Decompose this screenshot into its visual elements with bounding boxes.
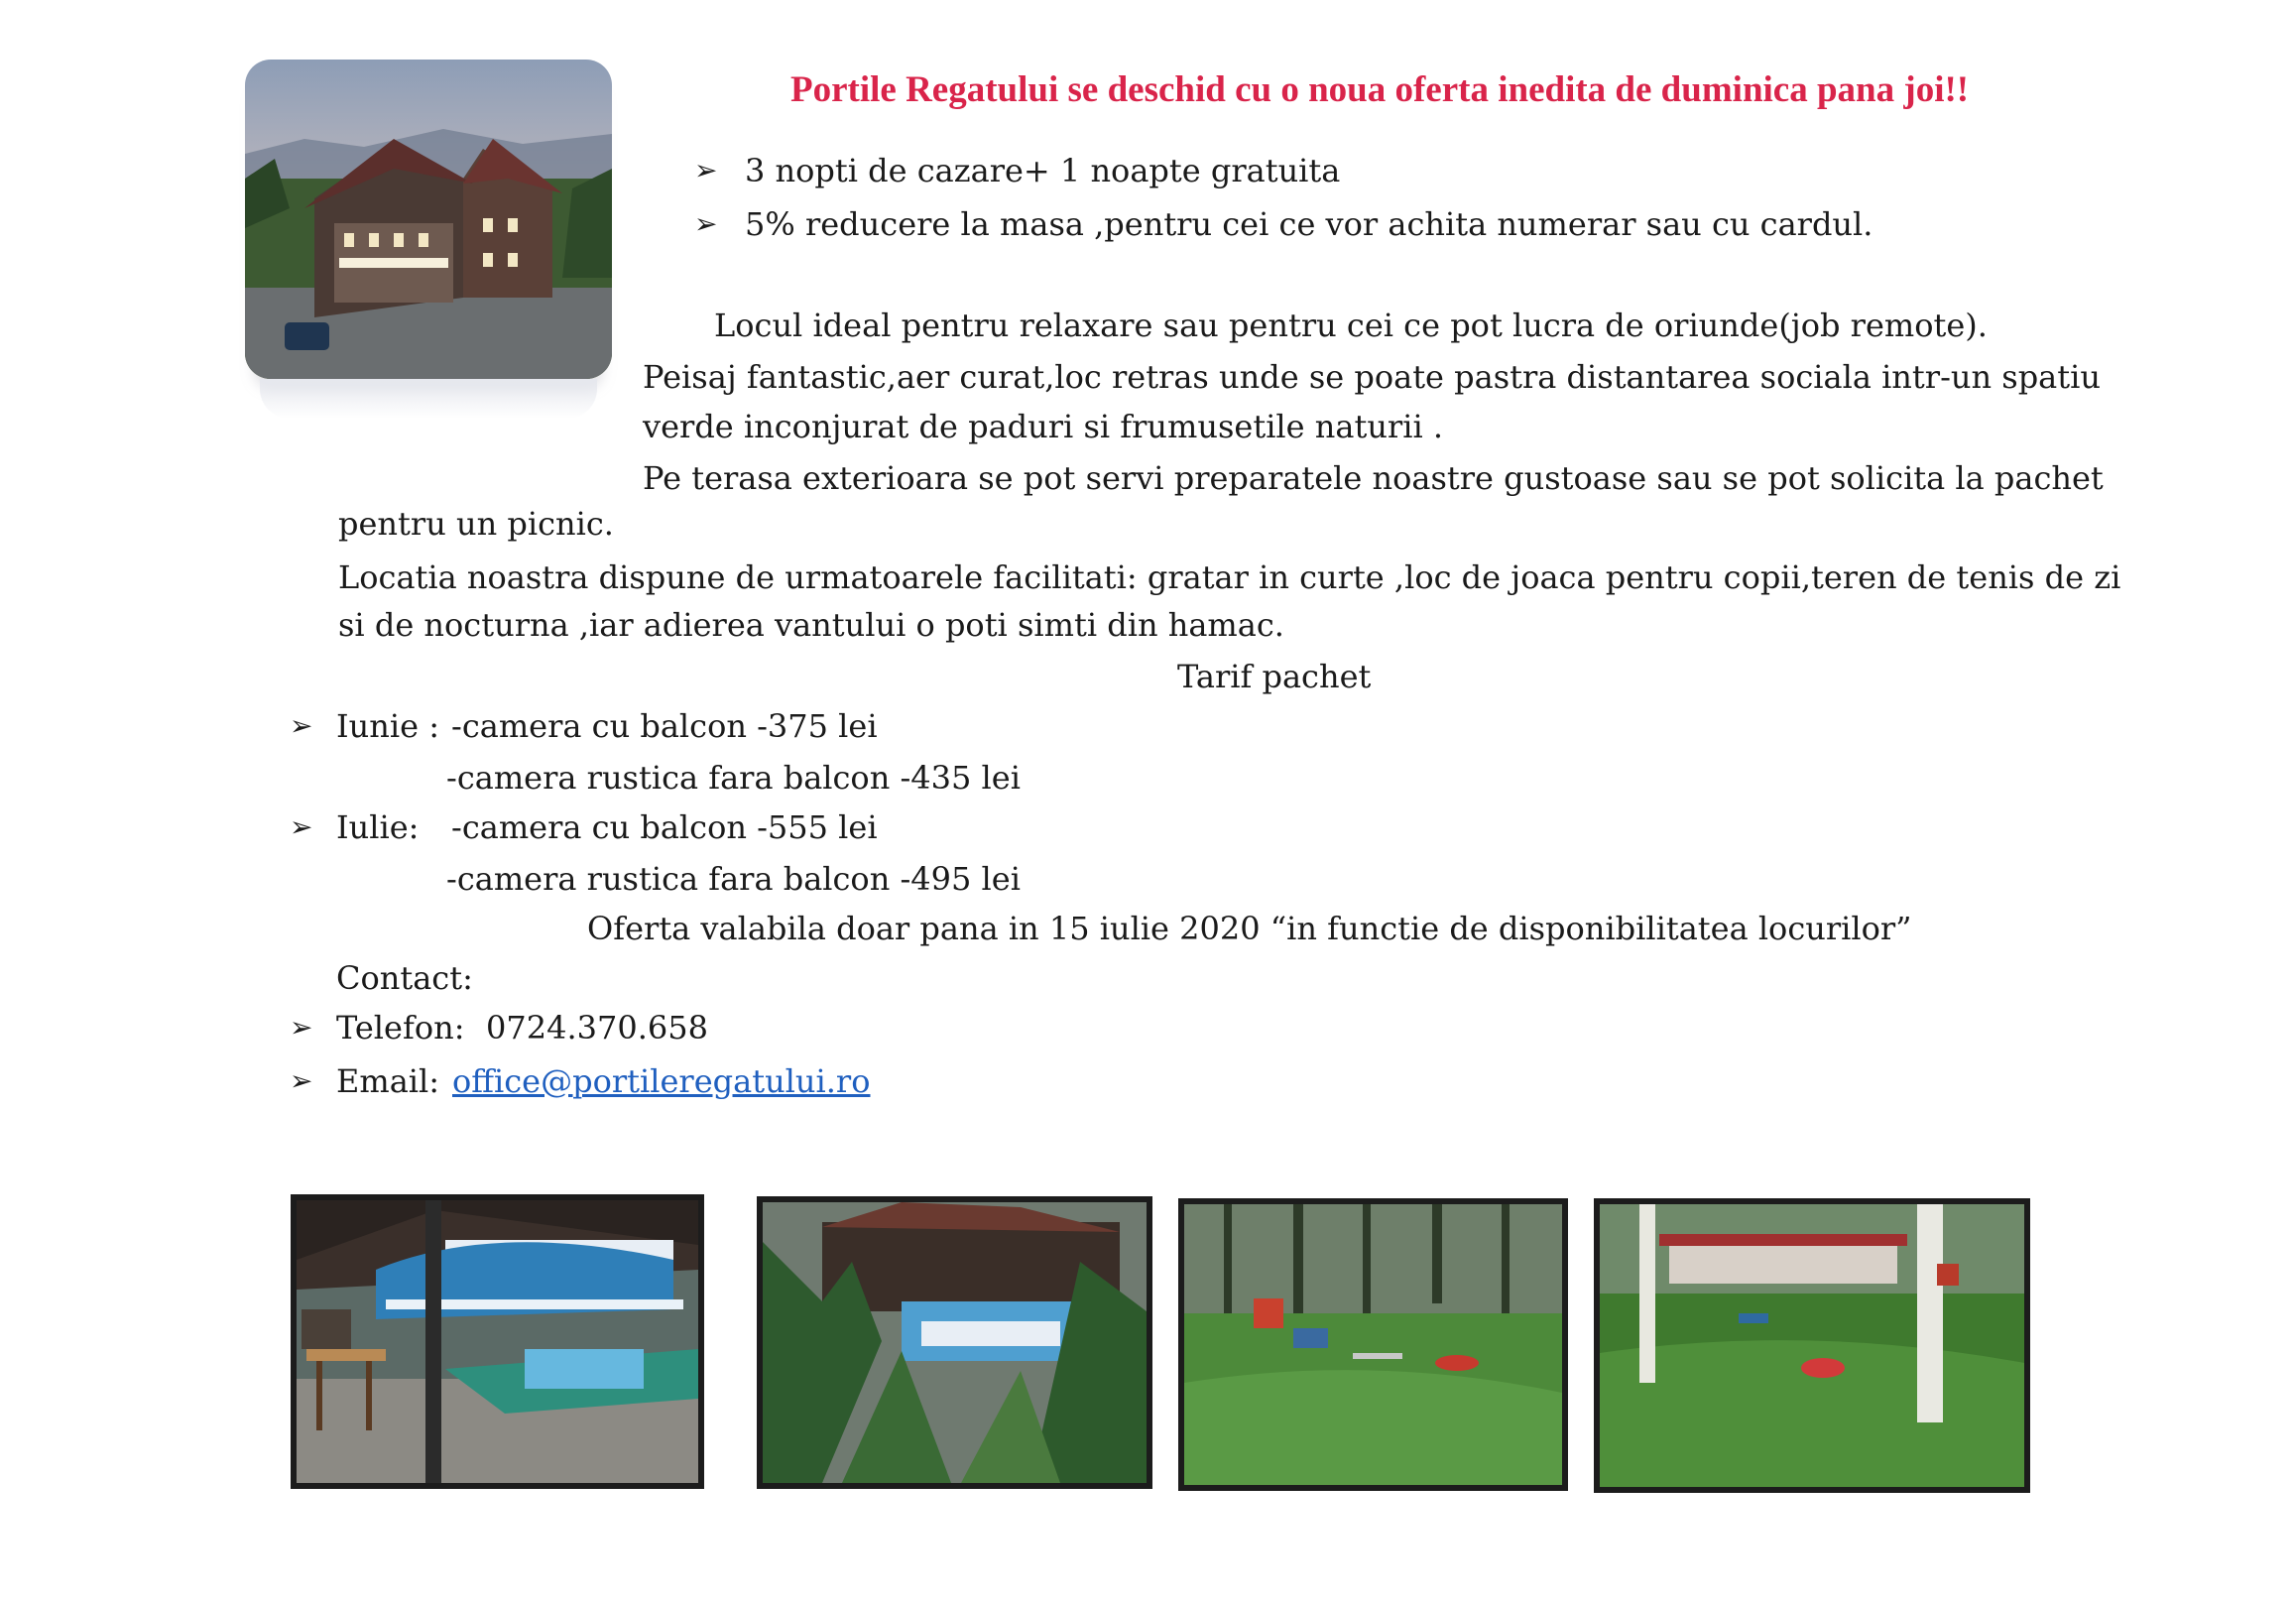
- bullet-icon: ➢: [290, 1064, 313, 1097]
- tariff-price: -camera cu balcon -555 lei: [451, 808, 878, 846]
- description-line: Locatia noastra dispune de urmatoarele facilitati: gratar in curte ,loc de joaca pentru copii,teren de tenis de zi: [338, 558, 2121, 596]
- phone-label: Telefon:: [336, 1009, 465, 1047]
- offer-validity: Oferta valabila doar pana in 15 iulie 2020 “in functie de disponibilitatea locurilor”: [587, 910, 1912, 947]
- description-line: Peisaj fantastic,aer curat,loc retras unde se poate pastra distantarea sociala intr-un spatiu: [643, 358, 2101, 396]
- offer-title: Portile Regatului se deschid cu o noua oferta inedita de duminica pana joi!!: [790, 69, 1970, 110]
- description-line: si de nocturna ,iar adierea vantului o poti simti din hamac.: [338, 606, 1284, 644]
- bullet-icon: ➢: [694, 154, 718, 186]
- phone-number: 0724.370.658: [486, 1009, 708, 1047]
- bullet-icon: ➢: [694, 207, 718, 240]
- email-label: Email:: [336, 1062, 440, 1100]
- terrace-photo: [291, 1194, 704, 1489]
- tariff-price: -camera rustica fara balcon -495 lei: [446, 860, 1021, 898]
- tariff-june-label: Iunie :: [336, 707, 439, 745]
- bullet-icon: ➢: [290, 810, 313, 843]
- description-line: pentru un picnic.: [338, 505, 614, 543]
- hotel-photo: [245, 60, 612, 379]
- lawn-photo: [1594, 1198, 2030, 1493]
- description-line: Locul ideal pentru relaxare sau pentru cei ce pot lucra de oriunde(job remote).: [714, 307, 1988, 344]
- tariff-july-label: Iulie:: [336, 808, 420, 846]
- contact-heading: Contact:: [336, 959, 473, 997]
- bullet-icon: ➢: [290, 709, 313, 742]
- description-line: verde inconjurat de paduri si frumusetile naturii .: [643, 408, 1444, 445]
- tariff-price: -camera cu balcon -375 lei: [451, 707, 878, 745]
- garden-pool-photo: [757, 1196, 1152, 1489]
- offer-item: 3 nopti de cazare+ 1 noapte gratuita: [745, 152, 1341, 189]
- playground-photo: [1178, 1198, 1568, 1491]
- description-line: Pe terasa exterioara se pot servi preparatele noastre gustoase sau se pot solicita la pachet: [643, 459, 2104, 497]
- tariff-heading: Tarif pachet: [1177, 658, 1372, 695]
- hotel-photo-reflection: [260, 379, 597, 419]
- tariff-price: -camera rustica fara balcon -435 lei: [446, 759, 1021, 797]
- bullet-icon: ➢: [290, 1011, 313, 1044]
- email-link[interactable]: office@portileregatului.ro: [452, 1062, 871, 1100]
- offer-item: 5% reducere la masa ,pentru cei ce vor achita numerar sau cu cardul.: [745, 205, 1873, 243]
